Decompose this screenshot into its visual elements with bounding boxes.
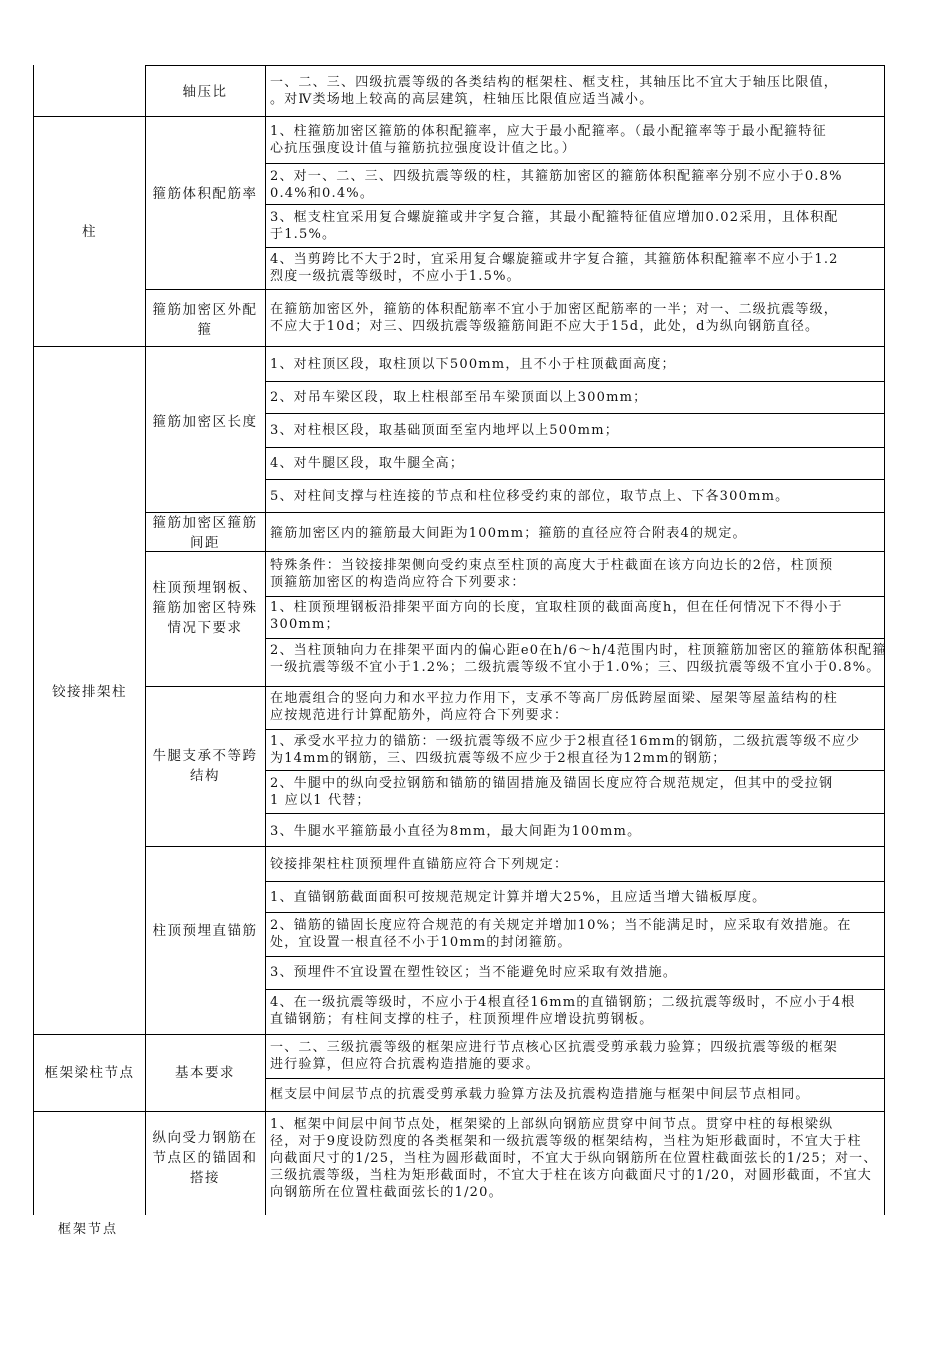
row-line: 1、直锚钢筋截面面积可按规范规定计算并增大25%，且应适当增大锚板厚度。 (270, 890, 767, 905)
table-row (270, 1116, 945, 1201)
table-row (270, 823, 945, 840)
hline-row (265, 813, 885, 814)
hline-group (33, 346, 885, 347)
hline-row (265, 163, 885, 164)
hline-item (145, 65, 885, 66)
row-line: 烈度一级抗震等级时，不应小于1.5%。 (270, 269, 521, 284)
row-line: 向截面尺寸的1/25，当柱为圆形截面时，不宜大于纵向钢筋所在位置柱截面弦长的1/25；对一、 (270, 1151, 878, 1166)
table-row (270, 690, 945, 724)
table-row (270, 168, 945, 202)
item-label: 柱顶预埋直锚筋 (152, 923, 258, 939)
row-line: 心抗压强度设计值与箍筋抗拉强度设计值之比。） (270, 141, 576, 156)
item-label: 箍筋加密区外配箍 (152, 302, 258, 338)
row-line: 2、当柱顶轴向力在排架平面内的偏心距e0在h/6～h/4范围内时，柱顶箍筋加密区的箍筋体积配箍 (270, 643, 887, 658)
hline-group (33, 116, 885, 117)
table-row (270, 251, 945, 285)
item-label: 基本要求 (175, 1065, 235, 1081)
table-row (270, 209, 945, 243)
row-line: 5、对柱间支撑与柱连接的节点和柱位移受约束的部位，取节点上、下各300mm。 (270, 489, 790, 504)
row-line: 0.4%和0.4%。 (270, 186, 375, 201)
row-line: 在箍筋加密区外，箍筋的体积配筋率不宜小于加密区配筋率的一半；对一、二级抗震等级， (270, 302, 839, 317)
row-line: 应按规范进行计算配筋外，尚应符合下列要求： (270, 708, 569, 723)
footer-label: 框架节点 (58, 1222, 119, 1237)
row-line: 2、对一、二、三、四级抗震等级的柱，其箍筋加密区的箍筋体积配箍率分别不应小于0.8% (270, 169, 843, 184)
group-label: 铰接排架柱 (52, 684, 127, 700)
hline-row (265, 729, 885, 730)
row-line: 4、在一级抗震等级时，不应小于4根直径16mm的直锚钢筋；二级抗震等级时，不应小于4根 (270, 995, 856, 1010)
table-row (270, 775, 945, 809)
row-line: 3、框支柱宜采用复合螺旋箍或井字复合箍，其最小配箍特征值应增加0.02采用，且体积配 (270, 210, 839, 225)
row-line: 1、柱顶预埋钢板沿排架平面方向的长度，宜取柱顶的截面高度h，但在任何情况下不得小于 (270, 600, 843, 615)
item-label: 柱顶预埋钢板、箍筋加密区特殊情况下要求 (152, 580, 258, 636)
row-line: 3、预埋件不宜设置在塑性铰区；当不能避免时应采取有效措施。 (270, 965, 678, 980)
row-line: 在地震组合的竖向力和水平拉力作用下，支承不等高厂房低跨屋面梁、屋架等屋盖结构的柱 (270, 691, 839, 706)
row-line: 进行验算，但应符合抗震构造措施的要求。 (270, 1057, 540, 1072)
table-row (270, 557, 945, 591)
table-row (270, 964, 945, 981)
item-label: 箍筋加密区箍筋间距 (152, 515, 258, 551)
item-label: 轴压比 (182, 84, 228, 100)
table-row (270, 642, 945, 676)
hline-row (265, 413, 885, 414)
item-label: 箍筋体积配筋率 (152, 186, 258, 202)
table-row (270, 123, 945, 157)
table-row (270, 301, 945, 335)
hline-group (33, 1034, 885, 1035)
hline-row (265, 912, 885, 913)
table-row (270, 356, 945, 373)
row-line: 为14mm的钢筋，三、四级抗震等级不应少于2根直径为12mm的钢筋； (270, 751, 727, 766)
table-row (270, 422, 945, 439)
row-line: 箍筋加密区内的箍筋最大间距为100mm；箍筋的直径应符合附表4的规定。 (270, 526, 747, 541)
table-row (270, 856, 945, 873)
table-row (270, 889, 945, 906)
hline-row (265, 204, 885, 205)
row-line: 1 应以1 代替； (270, 793, 371, 808)
hline-row (265, 479, 885, 480)
hline-row (265, 989, 885, 990)
row-line: 3、牛腿水平箍筋最小直径为8mm，最大间距为100mm。 (270, 824, 642, 839)
item-label: 箍筋加密区长度 (152, 414, 258, 430)
table-row (270, 455, 945, 472)
hline-item (145, 686, 885, 687)
table-row (270, 74, 945, 108)
hline-row (265, 956, 885, 957)
hline-row (265, 1078, 885, 1079)
hline-row (265, 447, 885, 448)
table-row (270, 1086, 945, 1103)
hline-row (265, 381, 885, 382)
hline-item (145, 846, 885, 847)
hline-item (145, 289, 885, 290)
row-line: 一、二、三级抗震等级的框架应进行节点核心区抗震受剪承载力验算；四级抗震等级的框架 (270, 1040, 839, 1055)
group-label: 柱 (82, 224, 97, 240)
table-row (270, 389, 945, 406)
row-line: 1、柱箍筋加密区箍筋的体积配箍率，应大于最小配箍率。（最小配箍率等于最小配箍特征 (270, 124, 827, 139)
row-line: 框支层中间层节点的抗震受剪承载力验算方法及抗震构造措施与框架中间层节点相同。 (270, 1087, 810, 1102)
row-line: 1、承受水平拉力的锚筋：一级抗震等级不应少于2根直径16mm的钢筋，二级抗震等级不应少 (270, 734, 861, 749)
row-line: 处，宜设置一根直径不小于10mm的封闭箍筋。 (270, 935, 572, 950)
hline-group (33, 1111, 885, 1112)
table-row (270, 733, 945, 767)
row-line: 2、牛腿中的纵向受拉钢筋和锚筋的锚固措施及锚固长度应符合规范规定，但其中的受拉钢 (270, 776, 834, 791)
row-line: 三级抗震等级，当柱为矩形截面时，不宜大于柱在该方向截面尺寸的1/20，对圆形截面，不宜大 (270, 1168, 872, 1183)
row-line: 4、对牛腿区段，取牛腿全高； (270, 456, 465, 471)
row-line: 。对Ⅳ类场地上较高的高层建筑，柱轴压比限值应适当减小。 (270, 92, 654, 107)
hline-row (265, 247, 885, 248)
row-line: 一、二、三、四级抗震等级的各类结构的框架柱、框支柱，其轴压比不宜大于轴压比限值， (270, 75, 839, 90)
row-line: 顶箍筋加密区的构造尚应符合下列要求： (270, 575, 526, 590)
row-line: 特殊条件：当铰接排架侧向受约束点至柱顶的高度大于柱截面在该方向边长的2倍，柱顶预 (270, 558, 834, 573)
row-line: 4、当剪跨比不大于2时，宜采用复合螺旋箍或井字复合箍，其箍筋体积配箍率不应小于1.2 (270, 252, 839, 267)
row-line: 2、锚筋的锚固长度应符合规范的有关规定并增加10%；当不能满足时，应采取有效措施。在 (270, 918, 852, 933)
item-label: 纵向受力钢筋在节点区的锚固和搭接 (152, 1130, 258, 1186)
row-line: 1、框架中间层中间节点处，框架梁的上部纵向钢筋应贯穿中间节点。贯穿中柱的每根梁纵 (270, 1117, 834, 1132)
hline-row (265, 596, 885, 597)
row-line: 径，对于9度设防烈度的各类框架和一级抗震等级的框架结构，当柱为矩形截面时，不宜大于柱 (270, 1134, 862, 1149)
row-line: 一级抗震等级不宜小于1.2%；二级抗震等级不宜小于1.0%；三、四级抗震等级不宜小于0.8%。 (270, 660, 881, 675)
group-label: 框架梁柱节点 (44, 1065, 135, 1081)
table-row (270, 488, 945, 505)
table-row (270, 1039, 945, 1073)
hline-row (265, 881, 885, 882)
table-row (270, 917, 945, 951)
row-line: 3、对柱根区段，取基础顶面至室内地坪以上500mm； (270, 423, 619, 438)
row-line: 向钢筋所在位置柱截面弦长的1/20。 (270, 1185, 503, 1200)
hline-row (265, 770, 885, 771)
row-line: 1、对柱顶区段，取柱顶以下500mm，且不小于柱顶截面高度； (270, 357, 676, 372)
table-row (270, 994, 945, 1028)
table-row (270, 599, 945, 633)
row-line: 不应大于10d；对三、四级抗震等级箍筋间距不应大于15d，此处，d为纵向钢筋直径。 (270, 319, 820, 334)
border-col-divider-1 (145, 65, 146, 1215)
table-row (270, 525, 945, 542)
row-line: 铰接排架柱柱顶预埋件直锚筋应符合下列规定： (270, 857, 569, 872)
hline-row (265, 638, 885, 639)
row-line: 300mm； (270, 617, 340, 632)
row-line: 2、对吊车梁区段，取上柱根部至吊车梁顶面以上300mm； (270, 390, 648, 405)
row-line: 于1.5%。 (270, 227, 337, 242)
row-line: 直锚钢筋；有柱间支撑的柱子，柱顶预埋件应增设抗剪钢板。 (270, 1012, 654, 1027)
item-label: 牛腿支承不等跨结构 (152, 748, 258, 784)
border-col-divider-2 (265, 65, 266, 1215)
